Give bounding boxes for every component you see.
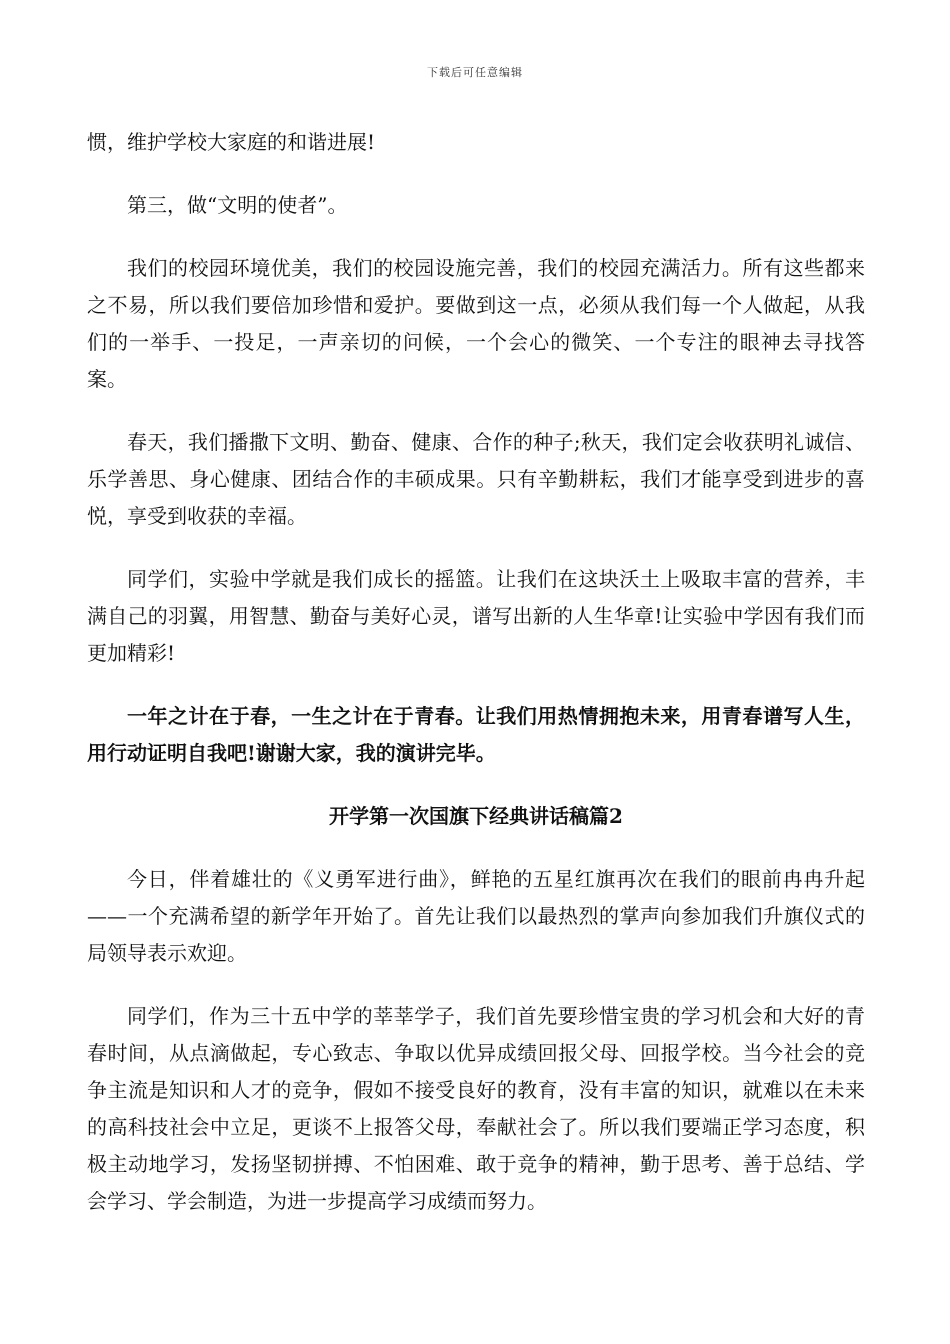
- paragraph: 春天，我们播撒下文明、勤奋、健康、合作的种子;秋天，我们定会收获明礼诚信、乐学善思、身心健康、团结合作的丰硕成果。只有辛勤耕耘，我们才能享受到进步的喜悦，享受到收获的幸福。: [87, 430, 865, 528]
- paragraph: 第三，做“文明的使者”。: [127, 193, 348, 217]
- document-body: [87, 124, 865, 1246]
- paragraph: 今日，伴着雄壮的《义勇军进行曲》，鲜艳的五星红旗再次在我们的眼前冉冉升起——一个充满希望的新学年开始了。首先让我们以最热烈的掌声向参加我们升旗仪式的局领导表示欢迎。: [87, 867, 865, 965]
- closing-paragraph: 一年之计在于春，一生之计在于青春。让我们用热情拥抱未来，用青春谱写人生，用行动证明自我吧!谢谢大家，我的演讲完毕。: [87, 704, 865, 765]
- page-header-note: 下载后可任意编辑: [427, 66, 523, 79]
- paragraph: 同学们，实验中学就是我们成长的摇篮。让我们在这块沃土上吸取丰富的营养，丰满自己的羽翼，用智慧、勤奋与美好心灵，谱写出新的人生华章!让实验中学因有我们而更加精彩!: [87, 567, 865, 665]
- paragraph: 惯，维护学校大家庭的和谐进展!: [87, 130, 376, 154]
- section-title: 开学第一次国旗下经典讲话稿篇2: [329, 804, 623, 828]
- paragraph: 我们的校园环境优美，我们的校园设施完善，我们的校园充满活力。所有这些都来之不易，所以我们要倍加珍惜和爱护。要做到这一点，必须从我们每一个人做起，从我们的一举手、一投足，一声亲切的问候，一个会心的微笑、一个专注的眼神去寻找答案。: [87, 256, 865, 391]
- paragraph: 同学们，作为三十五中学的莘莘学子，我们首先要珍惜宝贵的学习机会和大好的青春时间，从点滴做起，专心致志、争取以优异成绩回报父母、回报学校。当今社会的竞争主流是知识和人才的竞争，假如不接受良好的教育，没有丰富的知识，就难以在未来的高科技社会中立足，更谈不上报答父母，奉献社会了。所以我们要端正学习态度，积极主动地学习，发扬坚韧拼搏、不怕困难、敢于竞争的精神，勤于思考、善于总结、学会学习、学会制造，为进一步提高学习成绩而努力。: [87, 1004, 865, 1213]
